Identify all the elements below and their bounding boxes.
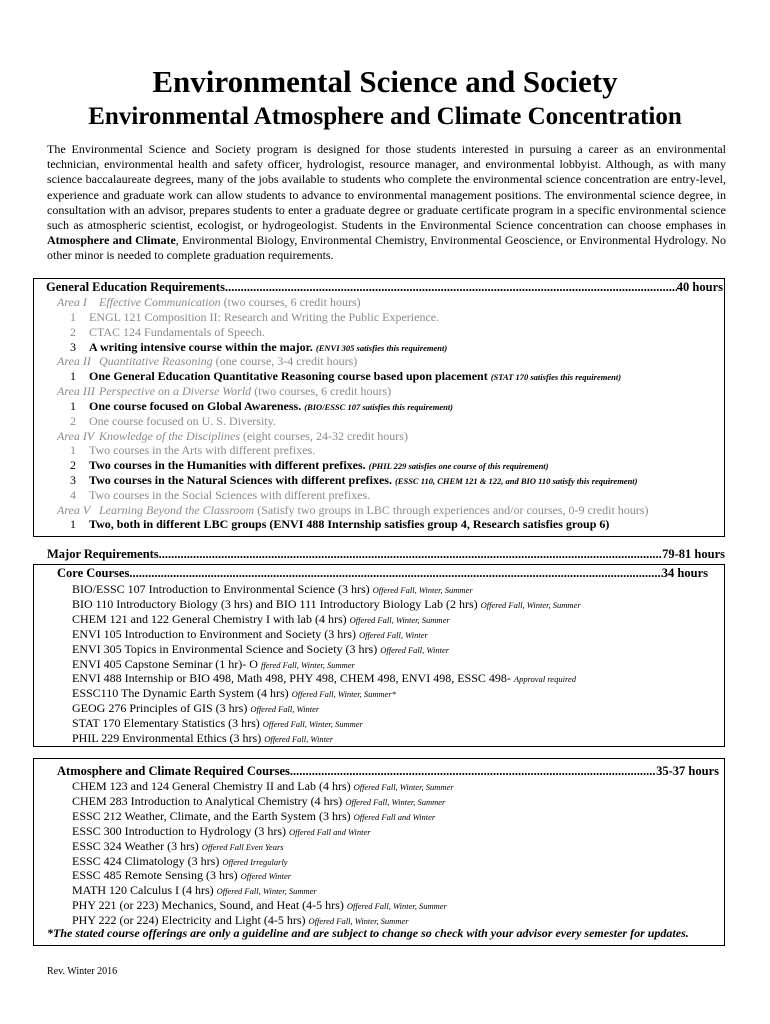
course-name: ESSC 212 Weather, Climate, and the Earth System (3 hrs) [72, 808, 351, 823]
course-offered: Offered Fall, Winter, Summer* [291, 689, 396, 700]
page-subtitle: Environmental Atmosphere and Climate Concentration [88, 103, 682, 130]
course-name: ESSC 300 Introduction to Hydrology (3 hrs) [72, 823, 286, 838]
item-number: 3 [70, 340, 76, 354]
atmos-hours: 35-37 hours [656, 764, 719, 778]
area-tag: Area II [57, 354, 91, 368]
course-row [72, 686, 396, 701]
area-name: Quantitative Reasoning [99, 354, 213, 368]
course-name: GEOG 276 Principles of GIS (3 hrs) [72, 701, 248, 716]
page-title: Environmental Science and Society [152, 64, 618, 99]
course-offered: Offered Fall and Winter [289, 826, 371, 837]
course-offered: Offered Fall, Winter [380, 644, 450, 655]
course-row [72, 809, 435, 824]
course-name: ESSC 485 Remote Sensing (3 hrs) [72, 868, 238, 883]
gen-ed-hours: 40 hours [676, 280, 723, 294]
disclaimer-note: *The stated course offerings are only a guideline and are subject to change so check with your advisor every semester for updates. [47, 926, 689, 940]
area-detail: (eight courses, 24-32 credit hours) [242, 429, 408, 443]
course-offered: Approval required [513, 674, 576, 685]
item-number: 4 [70, 488, 76, 502]
item-text: A writing intensive course within the major. [89, 340, 313, 354]
intro-text-post: , Environmental Biology, Environmental Chemistry, Environmental Geoscience, or Environmental Hydrology. No other minor is needed to complete graduation requirements. [47, 233, 726, 263]
item-text: One course focused on U. S. Diversity. [89, 414, 276, 428]
course-offered: Offered Irregularly [222, 856, 288, 867]
course-row [72, 701, 319, 716]
area-5-heading [57, 503, 648, 517]
item-note: (PHIL 229 satisfies one course of this requirement) [368, 461, 549, 471]
area-detail: (two courses, 6 credit hours) [254, 384, 392, 398]
leader-dots [159, 547, 662, 561]
item-note: (ESSC 110, CHEM 121 & 122, and BIO 110 satisfy this requirement) [394, 476, 638, 486]
course-offered: Offered Fall, Winter, Summer [353, 782, 454, 792]
revision-date: Rev. Winter 2016 [47, 966, 118, 977]
major-header-title: Major Requirements [47, 547, 159, 561]
gen-ed-box [33, 278, 725, 537]
area-tag: Area I [57, 295, 87, 309]
course-name: STAT 170 Elementary Statistics (3 hrs) [72, 716, 260, 731]
core-hours: 34 hours [661, 566, 708, 580]
area-tag: Area IV [57, 429, 95, 443]
course-offered: Offered Fall, Winter, Summer [480, 599, 581, 610]
course-row [72, 627, 428, 642]
item-text: ENGL 121 Composition II: Research and Writing the Public Experience. [89, 310, 440, 324]
item-number: 1 [70, 443, 76, 457]
course-offered: ffered Fall, Winter, Summer [260, 659, 355, 670]
course-offered: Offered Fall, Winter, Summer [216, 886, 317, 897]
intro-text-emphasis: Atmosphere and Climate [47, 233, 176, 248]
gen-ed-header [46, 280, 723, 294]
list-item [57, 414, 276, 428]
course-row [72, 898, 447, 913]
course-row [72, 642, 449, 657]
course-row [72, 824, 371, 839]
course-offered: Offered Fall, Winter, Summer [308, 916, 409, 927]
area-1-heading [57, 295, 361, 309]
item-number: 2 [70, 325, 76, 339]
area-detail: (Satisfy two groups in LBC through experiences and/or courses, 0-9 credit hours) [257, 503, 649, 517]
area-2-heading [57, 354, 357, 368]
item-number: 1 [70, 517, 76, 531]
course-name: ENVI 405 Capstone Seminar (1 hr)- O [72, 656, 258, 671]
item-text: CTAC 124 Fundamentals of Speech. [89, 325, 266, 339]
item-number: 1 [70, 399, 76, 413]
course-name: BIO 110 Introductory Biology (3 hrs) and BIO 111 Introductory Biology Lab (2 hrs) [72, 596, 478, 611]
course-offered: Offered Winter [240, 871, 292, 882]
course-offered: Offered Fall, Winter, Summer [346, 901, 447, 912]
list-item [57, 369, 621, 384]
list-item [57, 458, 549, 473]
core-header [57, 566, 708, 580]
course-name: ESSC 324 Weather (3 hrs) [72, 838, 199, 853]
area-name: Learning Beyond the Classroom [99, 503, 255, 517]
list-item [57, 340, 447, 355]
course-row [72, 597, 581, 612]
area-name: Effective Communication [99, 295, 221, 309]
course-row [72, 839, 284, 854]
course-offered: Offered Fall, Winter, Summer [349, 614, 450, 625]
list-item [57, 488, 370, 502]
list-item [57, 443, 315, 457]
item-number: 2 [70, 414, 76, 428]
major-hours: 79-81 hours [662, 547, 725, 561]
item-number: 3 [70, 473, 76, 487]
leader-dots [129, 566, 661, 580]
area-3-heading [57, 384, 391, 398]
item-text: Two courses in the Social Sciences with different prefixes. [89, 488, 371, 502]
course-name: PHY 222 (or 224) Electricity and Light (4-5 hrs) [72, 913, 306, 928]
course-row [72, 868, 291, 883]
list-item [57, 325, 265, 339]
course-name: PHIL 229 Environmental Ethics (3 hrs) [72, 731, 262, 745]
course-row [72, 716, 363, 731]
course-row [72, 612, 450, 627]
item-note: (ENVI 305 satisfies this requirement) [315, 343, 448, 353]
atmos-header-title: Atmosphere and Climate Required Courses [57, 764, 290, 778]
course-row [72, 657, 355, 672]
course-offered: Offered Fall, Winter, Summer [262, 719, 363, 730]
course-offered: Offered Fall, Winter [264, 734, 334, 744]
item-text: Two courses in the Humanities with different prefixes. [89, 458, 366, 472]
course-name: CHEM 123 and 124 General Chemistry II and Lab (4 hrs) [72, 779, 351, 793]
course-offered: Offered Fall, Winter, Summer [345, 796, 446, 807]
course-name: ESSC 424 Climatology (3 hrs) [72, 853, 220, 868]
area-detail: (one course, 3-4 credit hours) [215, 354, 358, 368]
core-header-title: Core Courses [57, 566, 130, 580]
course-name: ENVI 105 Introduction to Environment and Society (3 hrs) [72, 626, 356, 641]
course-name: PHY 221 (or 223) Mechanics, Sound, and Heat (4-5 hrs) [72, 898, 344, 913]
list-item [57, 310, 439, 324]
intro-text-pre: The Environmental Science and Society program is designed for those students interested in pursuing a career as an environmental technician, environmental health and safety officer, hydrologist, resource manager, and environmental lobbyist. Although, as with many science baccalaureate degrees, many of the jobs available to students who complete the environmental science concentration are entry-level, experience and graduate work can allow students to advance to environmental management positions. The environmental science degree, in consultation with an advisor, prepares students to enter a graduate degree or graduate certificate program in a specific environmental science such as atmospheric scientist, ecologist, or hydrogeologist. Students in the Environmental Science concentration can choose emphases in [47, 142, 726, 233]
course-row [72, 731, 333, 746]
list-item [57, 473, 638, 488]
course-name: ENVI 305 Topics in Environmental Science and Society (3 hrs) [72, 641, 378, 656]
course-row [72, 671, 576, 686]
course-name: CHEM 121 and 122 General Chemistry I with lab (4 hrs) [72, 611, 347, 626]
area-detail: (two courses, 6 credit hours) [223, 295, 361, 309]
course-offered: Offered Fall and Winter [353, 811, 436, 822]
item-number: 2 [70, 458, 76, 472]
course-name: CHEM 283 Introduction to Analytical Chemistry (4 hrs) [72, 793, 343, 808]
major-header [47, 547, 725, 561]
item-text: Two, both in different LBC groups (ENVI 488 Internship satisfies group 4, Research satisfies group 6) [89, 517, 610, 531]
course-offered: Offered Fall, Winter [358, 629, 428, 640]
course-name: BIO/ESSC 107 Introduction to Environmental Science (3 hrs) [72, 582, 370, 596]
area-4-heading [57, 429, 408, 443]
course-name: ENVI 488 Internship or BIO 498, Math 498, PHY 498, CHEM 498, ENVI 498, ESSC 498- [72, 671, 511, 686]
item-number: 1 [70, 369, 76, 383]
area-tag: Area V [57, 503, 91, 517]
course-offered: Offered Fall, Winter, Summer [372, 585, 473, 595]
core-courses-box [33, 564, 725, 747]
list-item [57, 517, 609, 531]
list-item [57, 399, 453, 414]
item-note: (BIO/ESSC 107 satisfies this requirement) [304, 402, 454, 412]
course-row [72, 779, 454, 794]
item-number: 1 [70, 310, 76, 324]
course-name: MATH 120 Calculus I (4 hrs) [72, 883, 214, 898]
item-text: Two courses in the Arts with different prefixes. [89, 443, 316, 457]
leader-dots [290, 764, 656, 778]
course-row [72, 883, 317, 898]
intro-paragraph [47, 142, 726, 264]
area-name: Knowledge of the Disciplines [99, 429, 240, 443]
gen-ed-header-title: General Education Requirements [46, 280, 225, 294]
area-name: Perspective on a Diverse World [99, 384, 252, 398]
course-name: ESSC110 The Dynamic Earth System (4 hrs) [72, 686, 289, 701]
item-note: (STAT 170 satisfies this requirement) [490, 372, 622, 382]
item-text: One General Education Quantitative Reasoning course based upon placement [89, 369, 488, 383]
atmos-courses-box [33, 758, 725, 946]
item-text: Two courses in the Natural Sciences with different prefixes. [89, 473, 392, 487]
leader-dots [225, 280, 677, 294]
course-offered: Offered Fall, Winter [250, 704, 320, 715]
course-offered: Offered Fall Even Years [201, 841, 284, 852]
course-row [72, 854, 288, 869]
course-row [72, 582, 473, 597]
area-tag: Area III [57, 384, 95, 398]
item-text: One course focused on Global Awareness. [89, 399, 302, 413]
atmos-header [57, 764, 719, 778]
course-row [72, 794, 445, 809]
